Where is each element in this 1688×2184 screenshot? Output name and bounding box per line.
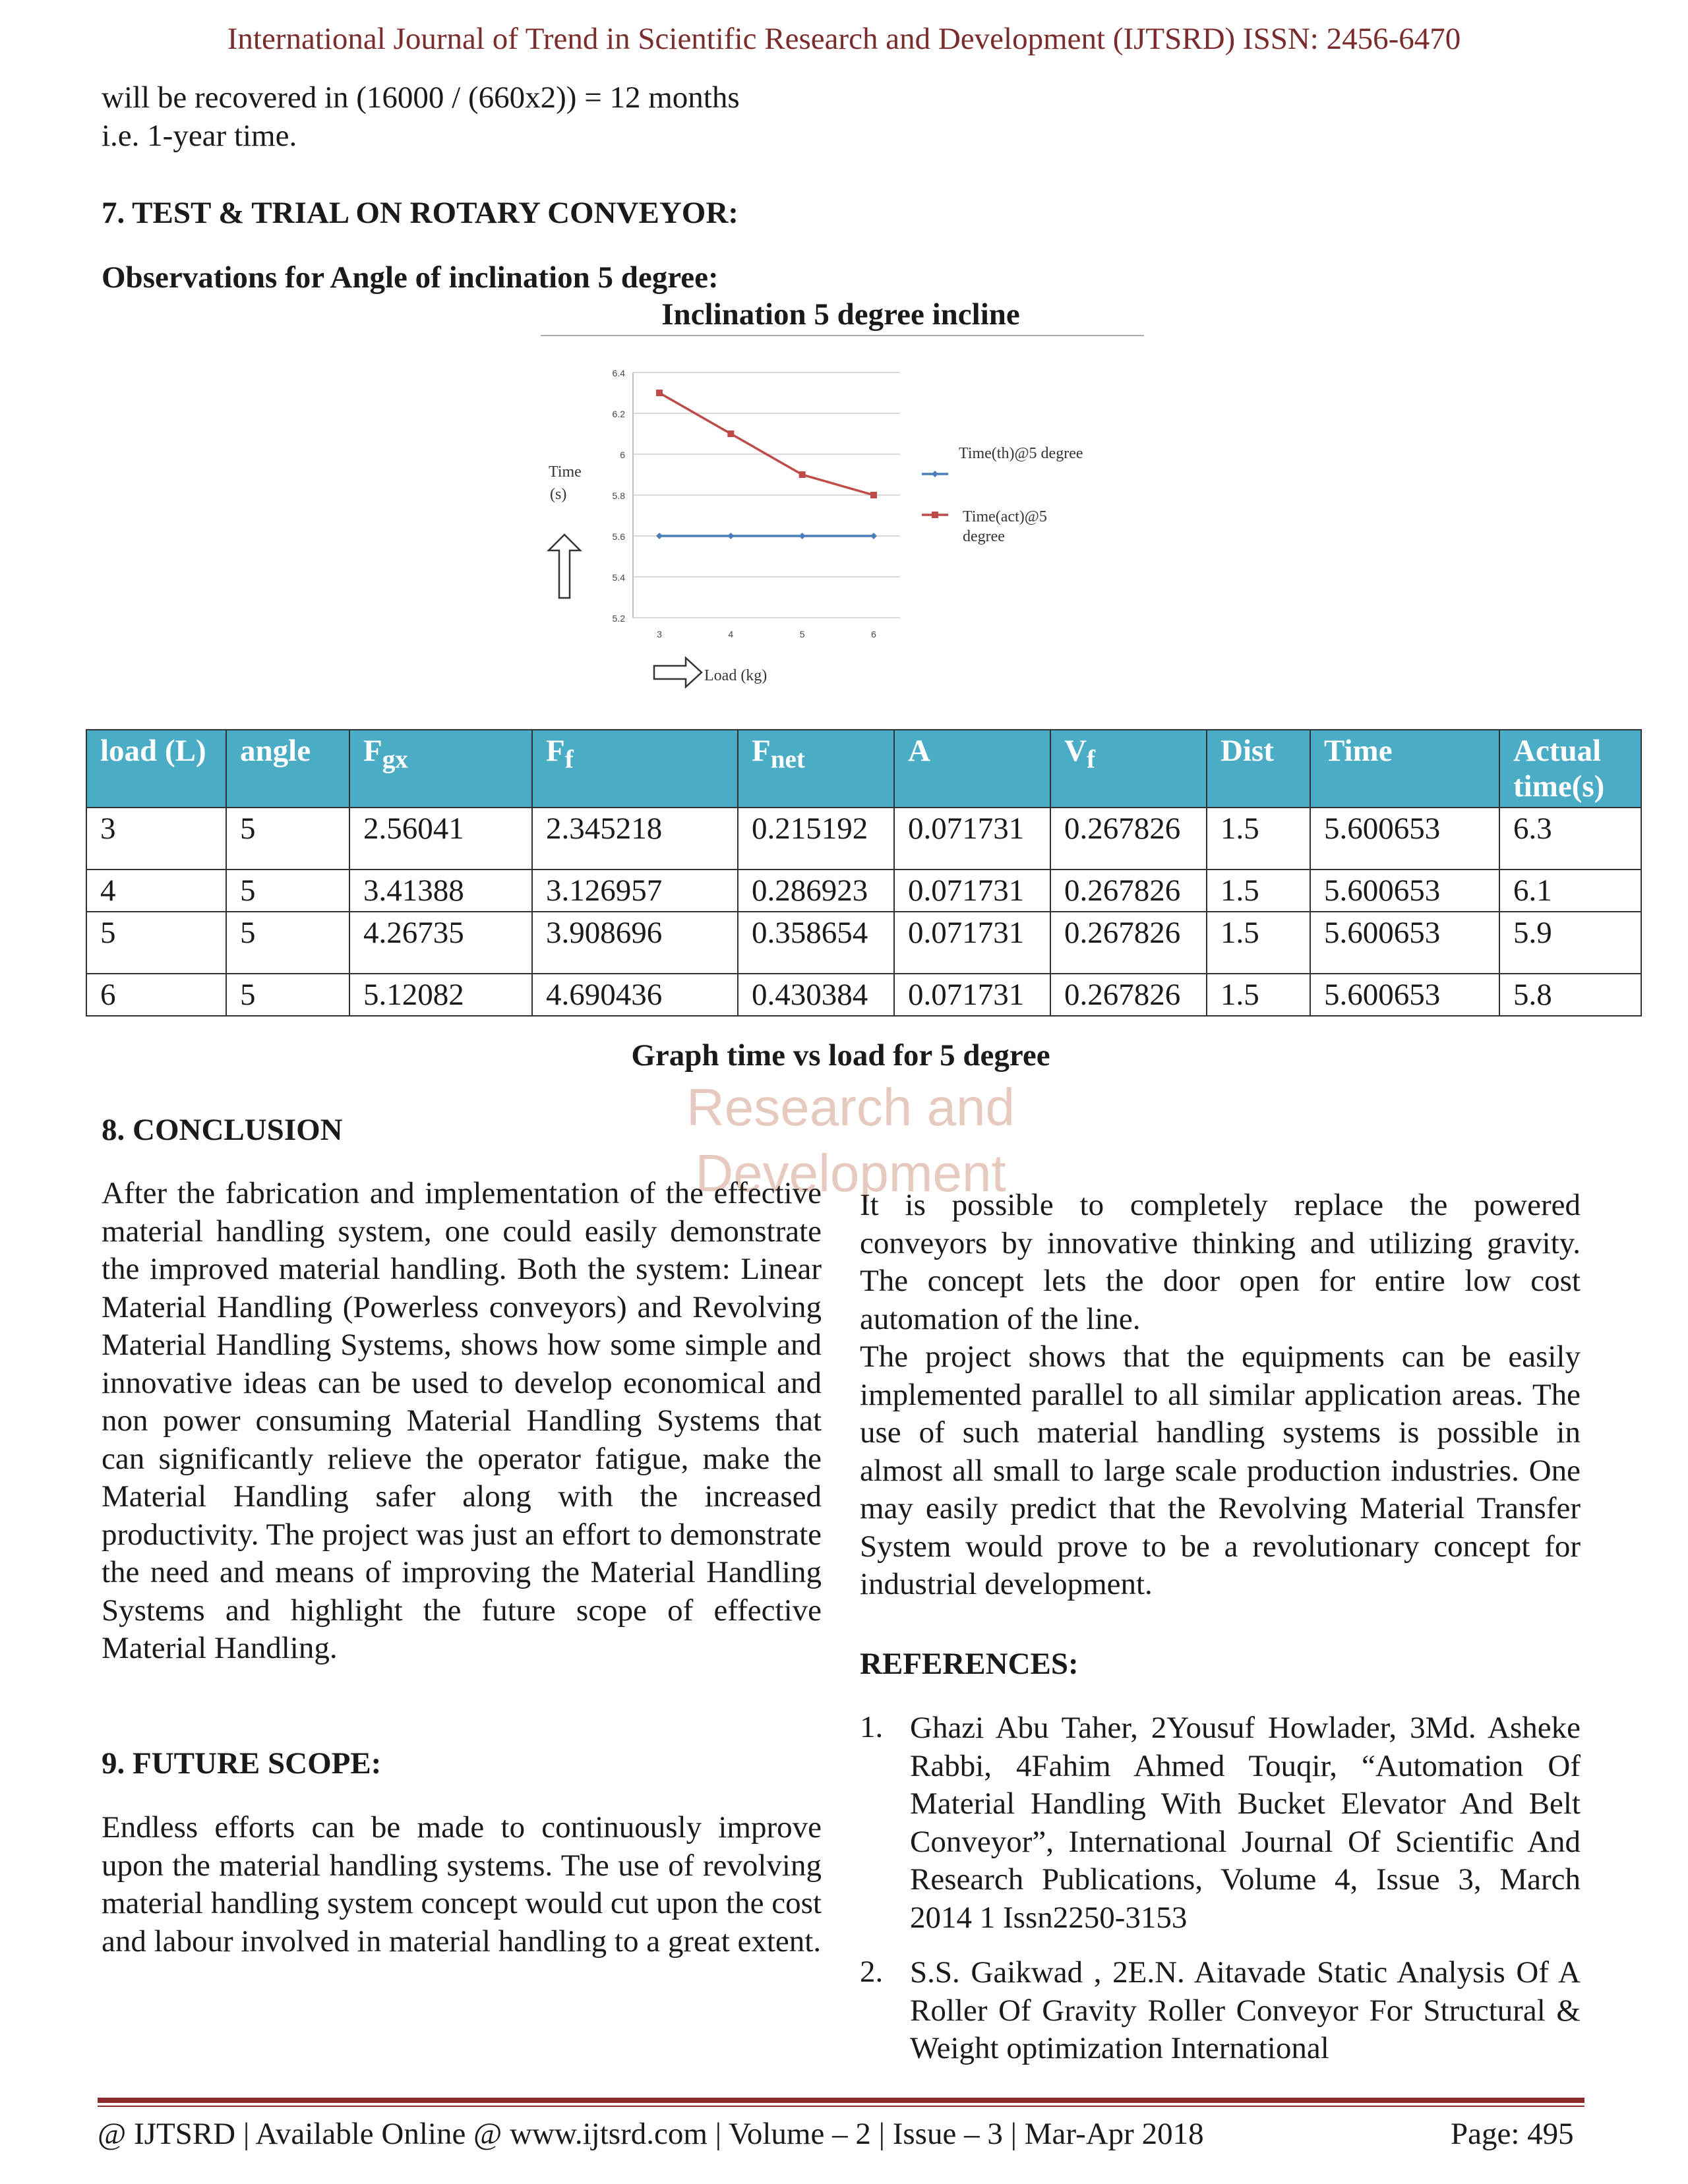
chart-series — [656, 390, 877, 539]
y-tick-label: 5.4 — [612, 572, 625, 583]
series-line-2 — [659, 393, 874, 495]
y-tick-label: 6 — [620, 450, 625, 460]
data-point — [727, 430, 734, 437]
section-9-heading: 9. FUTURE SCOPE: — [102, 1746, 382, 1781]
right-paragraph-1: It is possible to completely replace the powered conveyors by innovative thinking and utilizing gravity. The concept lets the door open for entire low cost automation of the line. — [860, 1188, 1581, 1336]
table-cell: 1.5 — [1207, 870, 1310, 912]
table-cell: 4 — [86, 870, 226, 912]
header-time: Time — [1310, 730, 1499, 808]
table-cell: 3.41388 — [349, 870, 532, 912]
watermark-line-2: Development — [695, 1144, 1006, 1202]
x-axis-label: Load (kg) — [704, 667, 768, 684]
table-header-row — [86, 730, 1641, 808]
table-cell: 2.345218 — [532, 808, 738, 870]
data-point — [727, 533, 734, 539]
footer-left: @ IJTSRD | Available Online @ www.ijtsrd.com | Volume – 2 | Issue – 3 | Mar-Apr 2018 — [98, 2117, 1204, 2151]
table-cell: 5 — [226, 870, 349, 912]
table-cell: 3 — [86, 808, 226, 870]
y-tick-label: 5.2 — [612, 613, 625, 624]
table-cell: 5.8 — [1499, 974, 1641, 1016]
y-tick-label: 5.6 — [612, 531, 625, 542]
table-cell: 0.430384 — [738, 974, 894, 1016]
reference-2-number: 2. — [860, 1955, 884, 1989]
table-cell: 1.5 — [1207, 974, 1310, 1016]
table-cell: 5.600653 — [1310, 974, 1499, 1016]
reference-1-number: 1. — [860, 1710, 884, 1744]
table-row — [86, 870, 1641, 912]
table-cell: 0.071731 — [894, 870, 1050, 912]
table-cell: 6.3 — [1499, 808, 1641, 870]
table-row — [86, 912, 1641, 974]
section-8-body: After the fabrication and implementation of the effective material handling system, one could easily demonstrate the improved material handling. Both the system: Linear Material Handling (Powerless conveyors) and Revolving Material Handling Systems, shows how some simple and innovative ideas can be used to develop economical and non power consuming Material Handling Systems that can significantly relieve the operator fatigue, make the Material Handling safer along with the increased productivity. The project was just an effort to demonstrate the need and means of improving the Material Handling Systems and highlight the future scope of effective Material Handling. — [102, 1176, 822, 1665]
table-cell: 5 — [226, 912, 349, 974]
intro-line-2: i.e. 1-year time. — [102, 119, 297, 153]
table-cell: 5.12082 — [349, 974, 532, 1016]
data-point — [870, 492, 877, 498]
header-a: A — [894, 730, 1050, 808]
table-cell: 6 — [86, 974, 226, 1016]
table-cell: 0.267826 — [1050, 870, 1207, 912]
x-tick-label: 5 — [799, 629, 805, 639]
table-cell: 5.600653 — [1310, 808, 1499, 870]
x-tick-label: 4 — [728, 629, 734, 639]
x-tick-label: 6 — [871, 629, 876, 639]
section-8-heading: 8. CONCLUSION — [102, 1113, 343, 1147]
table-cell: 0.215192 — [738, 808, 894, 870]
chart-title: Inclination 5 degree incline — [661, 297, 1020, 332]
section-7-subheading: Observations for Angle of inclination 5 degree: — [102, 260, 719, 295]
chart-y-ticks — [613, 368, 626, 624]
table-cell: 4.690436 — [532, 974, 738, 1016]
table-cell: 5.9 — [1499, 912, 1641, 974]
table-cell: 1.5 — [1207, 912, 1310, 974]
x-axis-arrow-icon — [654, 658, 702, 687]
table-cell: 0.071731 — [894, 974, 1050, 1016]
footer-page-number: Page: 495 — [1451, 2117, 1574, 2151]
table-cell: 0.267826 — [1050, 912, 1207, 974]
section-9-body: Endless efforts can be made to continuously improve upon the material handling systems. The use of revolving material handling system concept would cut upon the cost and labour involved in material handling to a great extent. — [102, 1810, 822, 1959]
table-cell: 0.267826 — [1050, 974, 1207, 1016]
section-7-heading: 7. TEST & TRIAL ON ROTARY CONVEYOR: — [102, 196, 738, 230]
table-cell: 0.358654 — [738, 912, 894, 974]
chart-gridlines — [633, 372, 900, 618]
references-heading: REFERENCES: — [860, 1647, 1079, 1681]
chart-legend — [922, 445, 1083, 545]
table-cell: 0.071731 — [894, 912, 1050, 974]
table-row — [86, 974, 1641, 1016]
y-tick-label: 6.4 — [612, 368, 625, 378]
y-axis-label-word: Time — [549, 463, 582, 481]
table-row — [86, 808, 1641, 870]
footer-rule-thin — [98, 2106, 1584, 2107]
header-ff: $F_f$ — [532, 730, 738, 808]
legend-marker-1 — [932, 471, 938, 477]
legend-label-1: Time(th)@5 degree — [959, 445, 1083, 462]
table-cell: 5 — [226, 808, 349, 870]
data-point — [799, 533, 806, 539]
y-tick-label: 5.8 — [612, 490, 625, 501]
data-point — [870, 533, 877, 539]
chart-x-ticks — [657, 629, 876, 639]
table-cell: 5.600653 — [1310, 912, 1499, 974]
table-body — [86, 808, 1641, 1016]
table-caption: Graph time vs load for 5 degree — [631, 1038, 1050, 1073]
data-point — [656, 390, 663, 396]
header-dist: Dist — [1207, 730, 1310, 808]
table-cell: 1.5 — [1207, 808, 1310, 870]
header-actual-time: Actual time(s) — [1499, 730, 1641, 808]
header-fgx: $F_{gx}$ — [349, 730, 532, 808]
y-axis-arrow-icon — [549, 535, 580, 598]
table-cell: 4.26735 — [349, 912, 532, 974]
table-cell: 5 — [226, 974, 349, 1016]
intro-line-1: will be recovered in (16000 / (660x2)) = 12 months — [102, 80, 740, 115]
data-point — [799, 471, 806, 478]
table-cell: 0.286923 — [738, 870, 894, 912]
header-vf: $V_f$ — [1050, 730, 1207, 808]
table-cell: 0.071731 — [894, 808, 1050, 870]
table-cell: 6.1 — [1499, 870, 1641, 912]
header-angle: angle — [226, 730, 349, 808]
reference-2-text: S.S. Gaikwad , 2E.N. Aitavade Static Analysis Of A Roller Of Gravity Roller Conveyor For Structural & Weight optimization International — [910, 1955, 1581, 2065]
line-chart — [541, 333, 1147, 702]
y-tick-label: 6.2 — [612, 409, 625, 419]
legend-marker-2 — [932, 512, 938, 518]
table-cell: 0.267826 — [1050, 808, 1207, 870]
observation-table — [86, 729, 1642, 1017]
x-tick-label: 3 — [657, 629, 662, 639]
y-axis-label-unit: (s) — [550, 486, 567, 503]
table-cell: 3.908696 — [532, 912, 738, 974]
header-load: load (L) — [86, 730, 226, 808]
watermark-line-1: Research and — [686, 1078, 1015, 1136]
header-fnet: $F_{net}$ — [738, 730, 894, 808]
table-cell: 5.600653 — [1310, 870, 1499, 912]
data-point — [656, 533, 663, 539]
legend-label-2: Time(act)@5 degree — [963, 508, 1047, 545]
table-cell: 3.126957 — [532, 870, 738, 912]
journal-header: International Journal of Trend in Scientific Research and Development (IJTSRD) ISSN: 2456-6470 — [227, 22, 1461, 56]
footer-rule — [98, 2098, 1584, 2103]
reference-1-text: Ghazi Abu Taher, 2Yousuf Howlader, 3Md. Asheke Rabbi, 4Fahim Ahmed Touqir, “Automation Of Material Handling With Bucket Elevator And Belt Conveyor”, International Journal Of Scientific And Research Publications, Volume 4, Issue 3, March 2014 1 Issn2250-3153 — [910, 1711, 1581, 1935]
table-cell: 2.56041 — [349, 808, 532, 870]
table-cell: 5 — [86, 912, 226, 974]
right-paragraph-2: The project shows that the equipments can be easily implemented parallel to all similar application areas. The use of such material handling systems is possible in almost all small to large scale production industries. One may easily predict that the Revolving Material Transfer System would prove to be a revolutionary concept for industrial development. — [860, 1340, 1581, 1601]
